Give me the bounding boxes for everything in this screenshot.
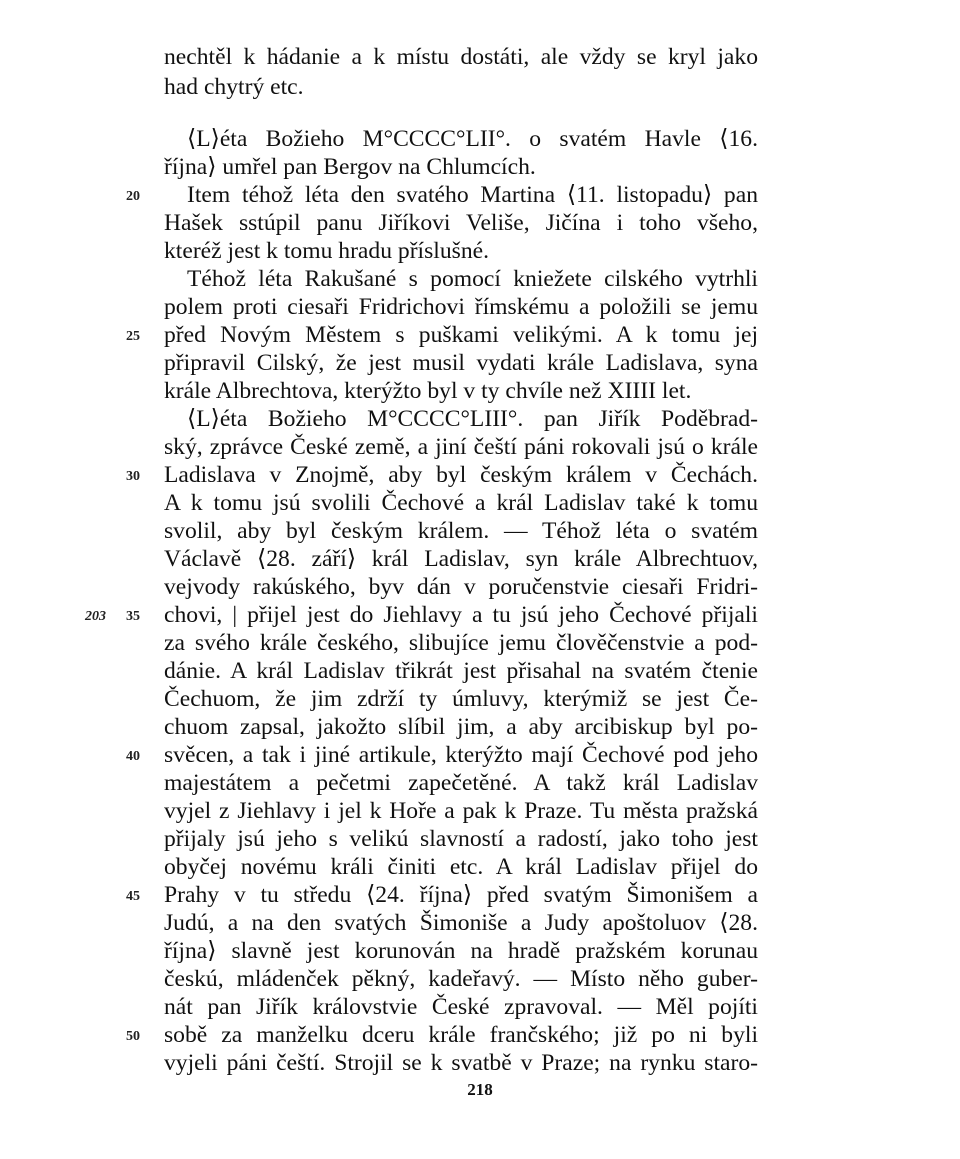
line-number: 25 [126, 329, 140, 344]
text-line: nát pan Jiřík královstvie České zpravoval. — Měl pojíti [164, 994, 758, 1020]
text-line: nechtěl k hádanie a k místu dostáti, ale vždy se kryl jako [164, 44, 758, 70]
text-line: chuom zapsal, jakožto slíbil jim, a aby arcibiskup byl po- [164, 714, 758, 740]
text-line: Čechuom, že jim zdrží ty úmluvy, kterýmiž se jest Če- [164, 686, 758, 712]
line-number: 50 [126, 1029, 140, 1044]
text-line: ⟨L⟩éta Božieho M°CCCC°LII°. o svatém Havle ⟨16. [187, 126, 758, 152]
line-number: 20 [126, 189, 140, 204]
text-line: Judú, a na den svatých Šimoniše a Judy apoštoluov ⟨28. [164, 910, 758, 936]
text-line: Václavě ⟨28. září⟩ král Ladislav, syn krále Albrechtuov, [164, 546, 758, 572]
text-line: had chytrý etc. [164, 74, 304, 100]
line-number: 30 [126, 469, 140, 484]
text-line: svolil, aby byl českým králem. — Téhož léta o svatém [164, 518, 758, 544]
text-line: Ladislava v Znojmě, aby byl českým králem v Čechách. [164, 462, 758, 488]
line-number: 40 [126, 749, 140, 764]
text-line: před Novým Městem s puškami velikými. A k tomu jej [164, 322, 758, 348]
text-line: A k tomu jsú svolili Čechové a král Ladislav také k tomu [164, 490, 758, 516]
text-line: dánie. A král Ladislav třikrát jest přisahal na svatém čtenie [164, 658, 758, 684]
text-line: polem proti ciesaři Fridrichovi římskému a položili se jemu [164, 294, 758, 320]
text-line: krále Albrechtova, kterýžto byl v ty chvíle než XIIII let. [164, 378, 692, 404]
text-line: majestátem a pečetmi zapečetěné. A takž král Ladislav [164, 770, 758, 796]
text-line: října⟩ umřel pan Bergov na Chlumcích. [164, 154, 536, 180]
text-line: sobě za manželku dceru krále frančského; již po ni byli [164, 1022, 758, 1048]
text-line: přijaly jsú jeho s velikú slavností a radostí, jako toho jest [164, 826, 758, 852]
text-line: Hašek sstúpil panu Jiříkovi Veliše, Jičína i toho všeho, [164, 210, 758, 236]
text-line: Item téhož léta den svatého Martina ⟨11. listopadu⟩ pan [187, 182, 758, 208]
text-line: vyjeli páni čeští. Strojil se k svatbě v Praze; na rynku staro- [164, 1050, 758, 1076]
text-line: října⟩ slavně jest korunován na hradě pražském korunau [164, 938, 758, 964]
text-line: obyčej novému králi činiti etc. A král Ladislav přijel do [164, 854, 758, 880]
text-line: ⟨L⟩éta Božieho M°CCCC°LIII°. pan Jiřík Poděbrad- [187, 406, 758, 432]
text-line: vyjel z Jiehlavy i jel k Hoře a pak k Praze. Tu města pražská [164, 798, 758, 824]
line-number: 45 [126, 889, 140, 904]
text-line: připravil Cilský, že jest musil vydati krále Ladislava, syna [164, 350, 758, 376]
text-line: Téhož léta Rakušané s pomocí kniežete cilského vytrhli [187, 266, 758, 292]
text-line: Prahy v tu středu ⟨24. října⟩ před svatým Šimonišem a [164, 882, 758, 908]
text-line: ský, zprávce České země, a jiní čeští páni rokovali jsú o krále [164, 434, 758, 460]
text-line: kteréž jest k tomu hradu příslušné. [164, 238, 489, 264]
text-line: za svého krále českého, slibujíce jemu člověčenstvie a pod- [164, 630, 758, 656]
text-line: svěcen, a tak i jiné artikule, kterýžto mají Čechové pod jeho [164, 742, 758, 768]
text-line: českú, mládenček pěkný, kadeřavý. — Místo něho guber- [164, 966, 758, 992]
marginal-page-reference: 203 [85, 609, 106, 624]
text-line: vejvody rakúského, byv dán v poručenstvie ciesaři Fridri- [164, 574, 758, 600]
line-number: 35 [126, 609, 140, 624]
page-number: 218 [467, 1080, 493, 1099]
text-line: chovi, | přijel jest do Jiehlavy a tu jsú jeho Čechové přijali [164, 602, 758, 628]
